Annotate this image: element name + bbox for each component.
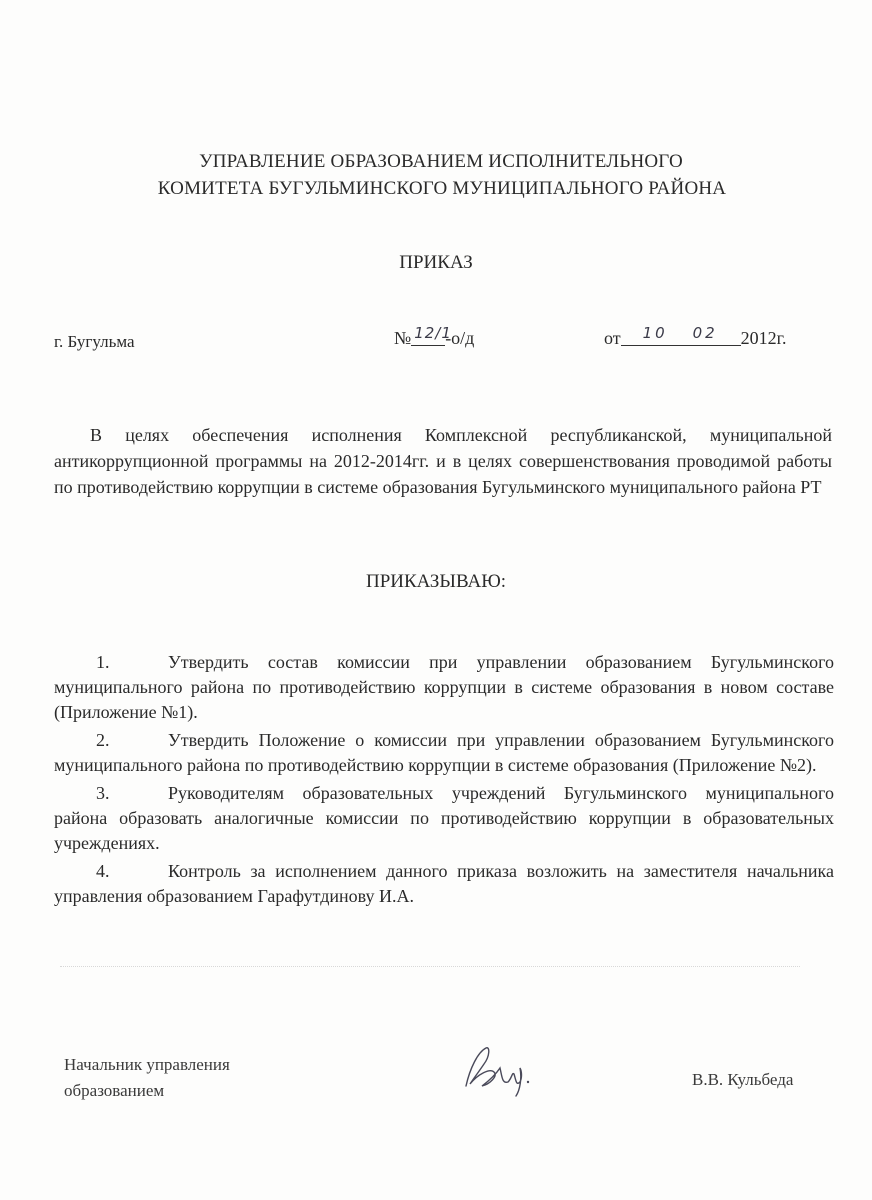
preamble-paragraph: В целях обеспечения исполнения Комплексной республиканской, муниципальной антикоррупционной программы на 2012-2014гг. и в целях совершенствования проводимой работы по противодействию коррупции в системе образования Бугульминского муниципального района РТ xyxy=(54,425,832,497)
number-handwritten: 12/1 xyxy=(414,324,452,342)
item-text: Контроль за исполнением данного приказа возложить на заместителя начальника управления образованием Гарафутдинову И.А. xyxy=(54,861,834,906)
order-item xyxy=(54,728,834,778)
signatory-title-line-2: образованием xyxy=(64,1081,165,1100)
number-suffix: -о/д xyxy=(445,328,475,348)
order-date xyxy=(604,324,787,349)
date-prefix: от xyxy=(604,328,621,348)
date-day-handwritten: 10 xyxy=(642,324,668,342)
order-item xyxy=(54,859,834,909)
handwritten-signature xyxy=(456,1038,566,1098)
item-text: Руководителям образовательных учреждений Бугульминского муниципального района образовать аналогичные комиссии по противодействию коррупции в образовательных учреждениях. xyxy=(54,783,834,853)
date-month-handwritten: 02 xyxy=(692,324,718,342)
document-type: ПРИКАЗ xyxy=(399,252,473,273)
scan-artifact-line xyxy=(60,966,800,967)
order-item xyxy=(54,650,834,725)
date-year: 2012г. xyxy=(740,328,787,348)
order-number xyxy=(394,324,475,349)
signatory-title xyxy=(64,1052,230,1104)
city: г. Бугульма xyxy=(54,332,135,351)
item-text: Утвердить Положение о комиссии при управлении образованием Бугульминского муниципального района по противодействию коррупции в системе образования (Приложение №2). xyxy=(54,730,834,775)
date-blank xyxy=(621,324,741,346)
item-number: 2. xyxy=(96,730,110,750)
item-number: 3. xyxy=(96,783,110,803)
item-number: 1. xyxy=(96,652,110,672)
order-word: ПРИКАЗЫВАЮ: xyxy=(365,571,507,592)
number-prefix: № xyxy=(394,328,412,348)
document-header xyxy=(0,148,872,202)
signatory-title-line-1: Начальник управления xyxy=(64,1055,230,1074)
order-items xyxy=(54,650,834,912)
header-line-2: КОМИТЕТА БУГУЛЬМИНСКОГО МУНИЦИПАЛЬНОГО РАЙОНА xyxy=(157,178,727,199)
number-blank xyxy=(411,324,452,346)
signatory-name: В.В. Кульбеда xyxy=(692,1070,794,1089)
order-item xyxy=(54,781,834,856)
header-line-1: УПРАВЛЕНИЕ ОБРАЗОВАНИЕМ ИСПОЛНИТЕЛЬНОГО xyxy=(199,151,683,172)
item-number: 4. xyxy=(96,861,110,881)
item-text: Утвердить состав комиссии при управлении образованием Бугульминского муниципального района по противодействию коррупции в системе образования в новом составе (Приложение №1). xyxy=(54,652,834,722)
